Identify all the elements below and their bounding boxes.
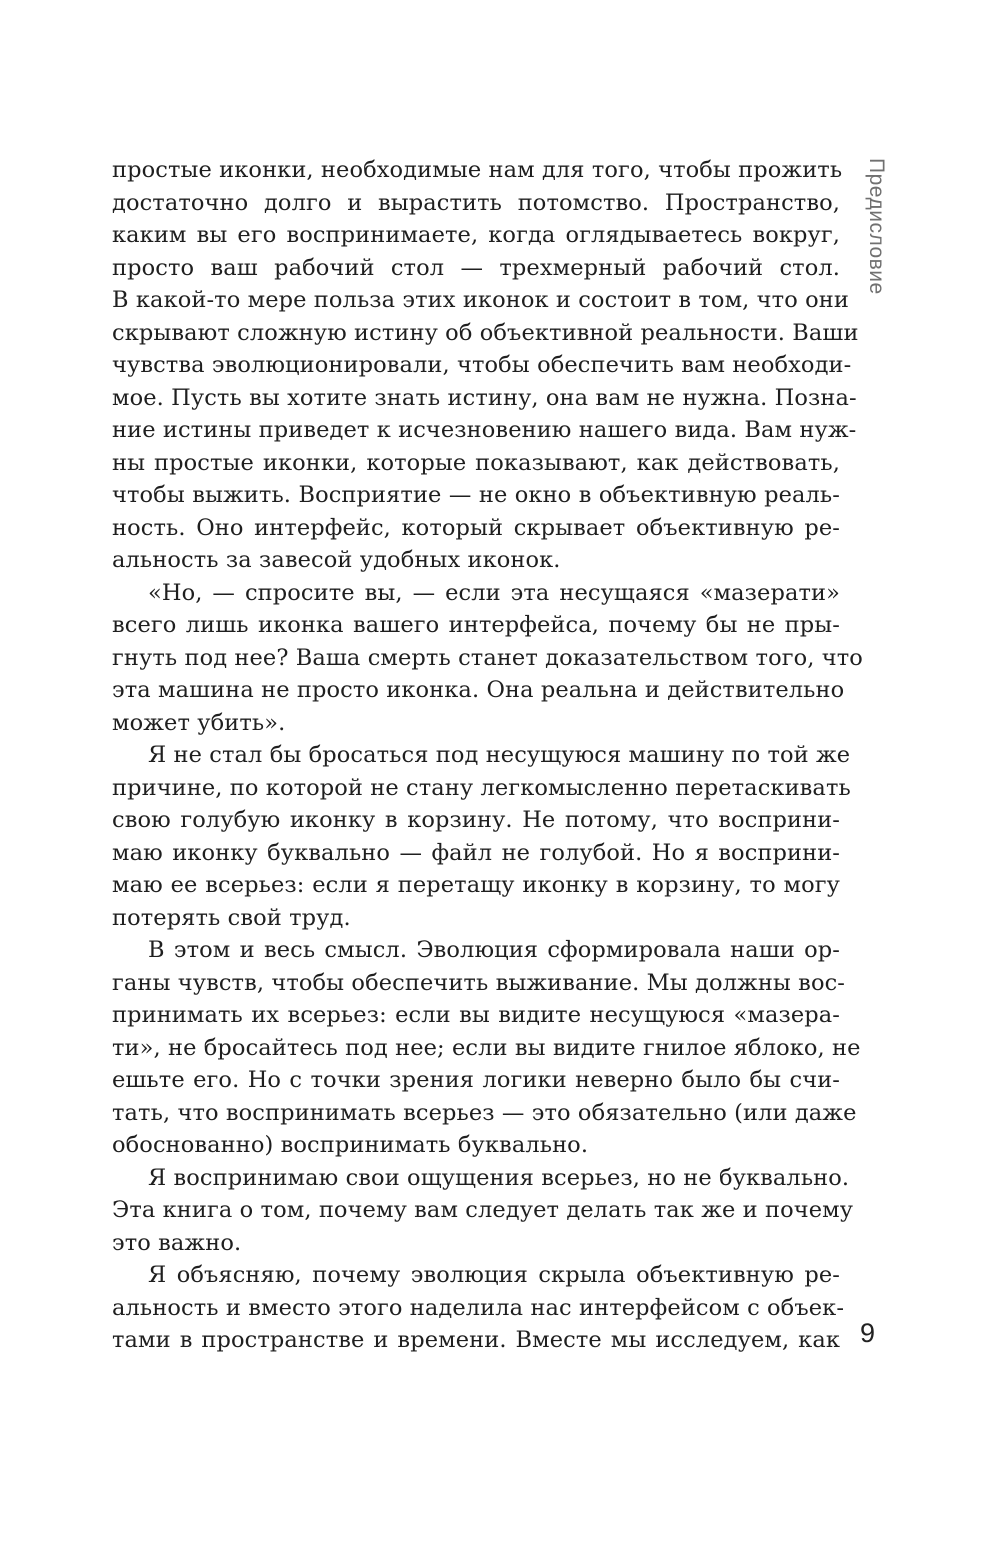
text-line: ти», не бросайтесь под нее; если вы видите гнилое яблоко, не bbox=[112, 1034, 861, 1061]
text-line: эта машина не просто иконка. Она реальна и действительно bbox=[112, 677, 845, 703]
text-line: альность за завесой удобных иконок. bbox=[112, 547, 561, 573]
text-line: ность. Оно интерфейс, который скрывает объективную ре- bbox=[112, 514, 840, 541]
text-line: маю иконку буквально — файл не голубой. Но я восприни- bbox=[112, 839, 840, 866]
text-line: «Но, — спросите вы, — если эта несущаяся «мазерати» bbox=[148, 579, 840, 606]
text-line: потерять свой труд. bbox=[112, 904, 351, 931]
text-line: Я объясняю, почему эволюция скрыла объективную ре- bbox=[148, 1262, 840, 1288]
text-line: ны простые иконки, которые показывают, как действовать, bbox=[112, 449, 840, 476]
body-text bbox=[112, 154, 863, 1357]
text-line: мое. Пусть вы хотите знать истину, она вам не нужна. Позна- bbox=[112, 384, 857, 411]
text-line: альность и вместо этого наделила нас интерфейсом с объек- bbox=[112, 1294, 845, 1321]
text-line: чувства эволюционировали, чтобы обеспечить вам необходи- bbox=[112, 352, 852, 378]
text-line: ние истины приведет к исчезновению нашего вида. Вам нуж- bbox=[112, 417, 857, 443]
text-line: может убить». bbox=[112, 709, 286, 736]
text-line: В какой-то мере польза этих иконок и состоит в том, что они bbox=[112, 287, 849, 313]
text-line: простые иконки, необходимые нам для того, чтобы прожить bbox=[112, 157, 843, 183]
text-line: тами в пространстве и времени. Вместе мы исследуем, как bbox=[112, 1327, 840, 1353]
text-line: принимать их всерьез: если вы видите несущуюся «мазера- bbox=[112, 1002, 840, 1028]
running-head: Предисловие bbox=[865, 158, 888, 295]
text-line: скрывают сложную истину об объективной реальности. Ваши bbox=[112, 319, 859, 346]
page-number: 9 bbox=[860, 1318, 876, 1348]
text-line: это важно. bbox=[112, 1229, 242, 1256]
text-line: обоснованно) воспринимать буквально. bbox=[112, 1132, 589, 1158]
text-line: В этом и весь смысл. Эволюция сформировала наши ор- bbox=[148, 937, 840, 963]
text-line: Я не стал бы бросаться под несущуюся машину по той же bbox=[148, 742, 851, 768]
text-line: достаточно долго и вырастить потомство. Пространство, bbox=[112, 189, 840, 216]
text-line: гнуть под нее? Ваша смерть станет доказательством того, что bbox=[112, 644, 863, 671]
text-line: ешьте его. Но с точки зрения логики неверно было бы счи- bbox=[112, 1067, 840, 1093]
text-line: тать, что воспринимать всерьез — это обязательно (или даже bbox=[112, 1099, 857, 1126]
text-line: просто ваш рабочий стол — трехмерный рабочий стол. bbox=[112, 254, 840, 281]
text-line: всего лишь иконка вашего интерфейса, почему бы не пры- bbox=[112, 612, 840, 638]
text-line: Эта книга о том, почему вам следует делать так же и почему bbox=[112, 1197, 854, 1223]
text-line: чтобы выжить. Восприятие — не окно в объективную реаль- bbox=[112, 482, 840, 508]
text-line: причине, по которой не стану легкомысленно перетаскивать bbox=[112, 774, 851, 801]
text-line: маю ее всерьез: если я перетащу иконку в корзину, то могу bbox=[112, 872, 840, 898]
text-line: ганы чувств, чтобы обеспечить выживание. Мы должны вос- bbox=[112, 969, 846, 996]
text-line: Я воспринимаю свои ощущения всерьез, но не буквально. bbox=[148, 1164, 850, 1191]
text-line: свою голубую иконку в корзину. Не потому, что восприни- bbox=[112, 807, 840, 833]
text-line: каким вы его воспринимаете, когда оглядываетесь вокруг, bbox=[112, 222, 840, 248]
